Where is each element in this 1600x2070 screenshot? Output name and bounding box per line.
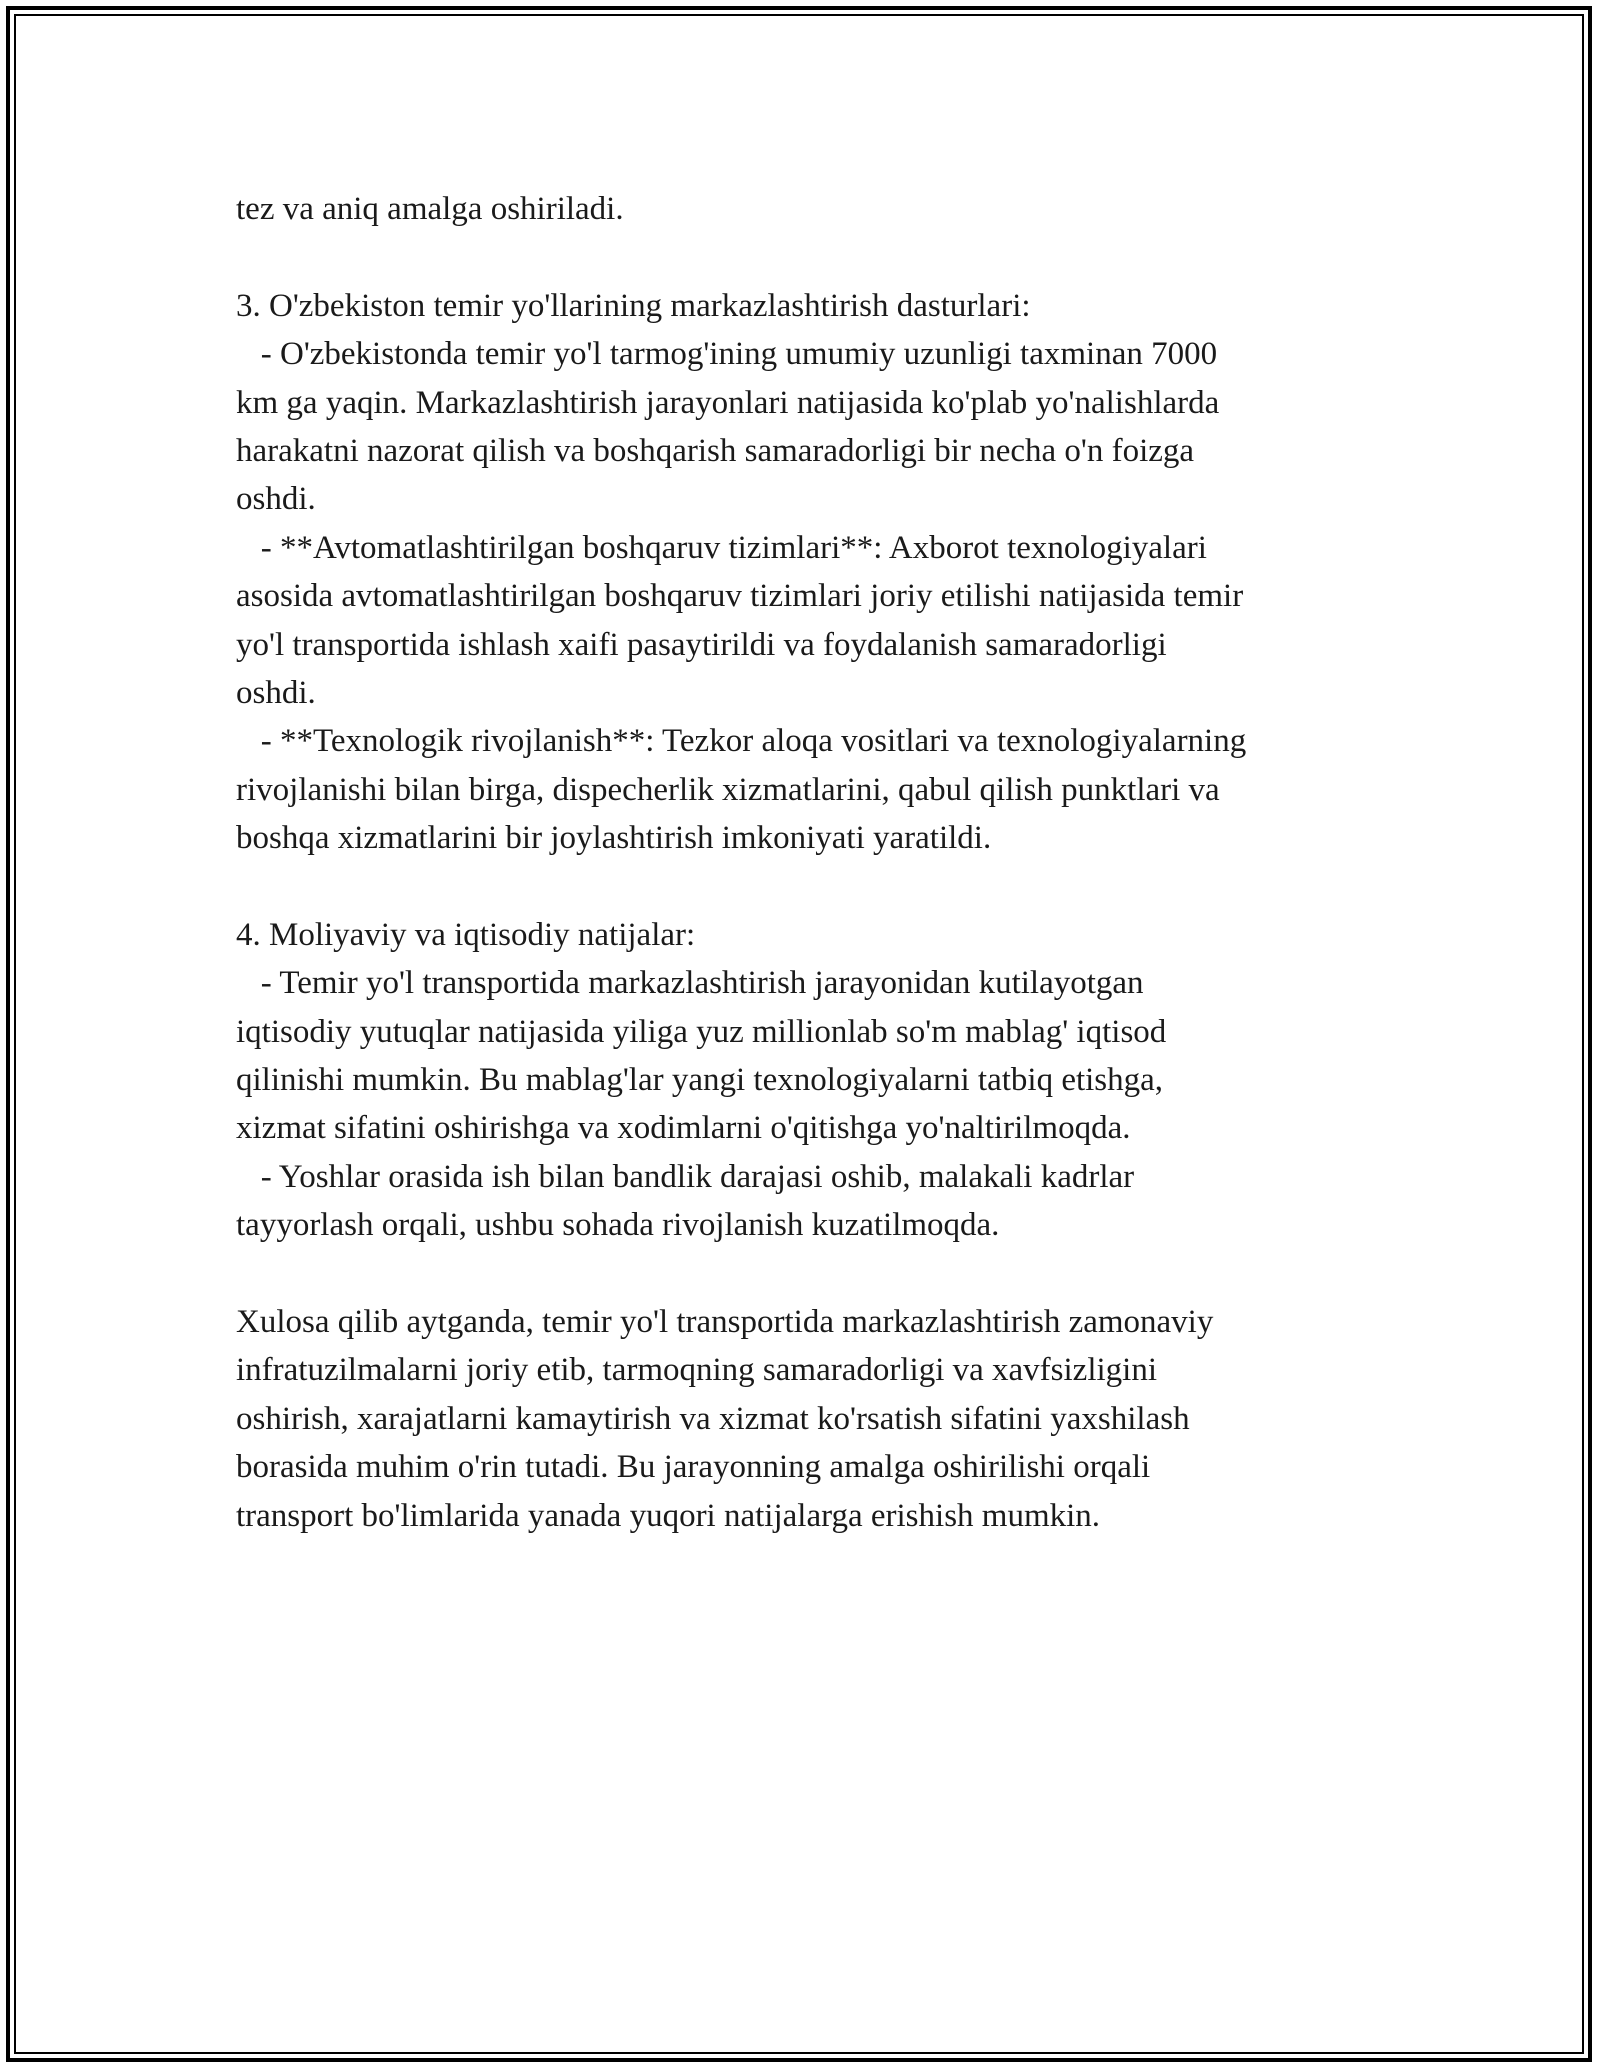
conclusion-line: transport bo'limlarida yanada yuqori natijalarga erishish mumkin. (236, 1497, 1101, 1534)
conclusion-line: Xulosa qilib aytganda, temir yo'l transportida markazlashtirish zamonaviy (236, 1303, 1214, 1340)
text-line: xizmat sifatini oshirishga va xodimlarni o'qitishga yo'naltirilmoqda. (236, 1110, 1131, 1147)
conclusion-line: infratuzilmalarni joriy etib, tarmoqning samaradorligi va xavfsizligini (236, 1352, 1157, 1389)
text-line: qilinishi mumkin. Bu mablag'lar yangi texnologiyalarni tatbiq etishga, (236, 1062, 1164, 1099)
text-line: - Temir yo'l transportida markazlashtirish jarayonidan kutilayotgan (236, 965, 1144, 1002)
text-line: harakatni nazorat qilish va boshqarish samaradorligi bir necha o'n foizga (236, 432, 1195, 469)
conclusion-line: borasida muhim o'rin tutadi. Bu jarayonning amalga oshirilishi orqali (236, 1449, 1151, 1486)
text-line: asosida avtomatlashtirilgan boshqaruv tizimlari joriy etilishi natijasida temir (236, 578, 1244, 615)
text-line: - **Texnologik rivojlanish**: Tezkor aloqa vositlari va texnologiyalarning (236, 723, 1247, 760)
text-line: tayyorlash orqali, ushbu sohada rivojlanish kuzatilmoqda. (236, 1207, 1000, 1244)
section-heading-3: 3. O'zbekiston temir yo'llarining markazlashtirish dasturlari: (236, 287, 1031, 324)
conclusion-line: oshirish, xarajatlarni kamaytirish va xizmat ko'rsatish sifatini yaxshilash (236, 1400, 1190, 1437)
blank-line (236, 862, 1426, 910)
text-line: tez va aniq amalga oshiriladi. (236, 191, 624, 227)
blank-line (236, 233, 1426, 281)
text-line: - **Avtomatlashtirilgan boshqaruv tizimlari**: Axborot texnologiyalari (236, 529, 1207, 566)
text-line: rivojlanishi bilan birga, dispecherlik xizmatlarini, qabul qilish punktlari va (236, 771, 1220, 808)
text-line: - Yoshlar orasida ish bilan bandlik darajasi oshib, malakali kadrlar (236, 1158, 1135, 1195)
blank-line (236, 1250, 1426, 1298)
text-line: oshdi. (236, 481, 316, 518)
text-line: yo'l transportida ishlash xaifi pasaytirildi va foydalanish samaradorligi (236, 626, 1167, 663)
text-line: km ga yaqin. Markazlashtirish jarayonlari natijasida ko'plab yo'nalishlarda (236, 384, 1220, 421)
section-heading-4: 4. Moliyaviy va iqtisodiy natijalar: (236, 916, 696, 953)
text-line: - O'zbekistonda temir yo'l tarmog'ining umumiy uzunligi taxminan 7000 (236, 336, 1218, 373)
document-body (236, 185, 1426, 1540)
text-line: oshdi. (236, 674, 316, 711)
text-line: boshqa xizmatlarini bir joylashtirish imkoniyati yaratildi. (236, 820, 992, 857)
text-line: iqtisodiy yutuqlar natijasida yiliga yuz millionlab so'm mablag' iqtisod (236, 1013, 1167, 1050)
